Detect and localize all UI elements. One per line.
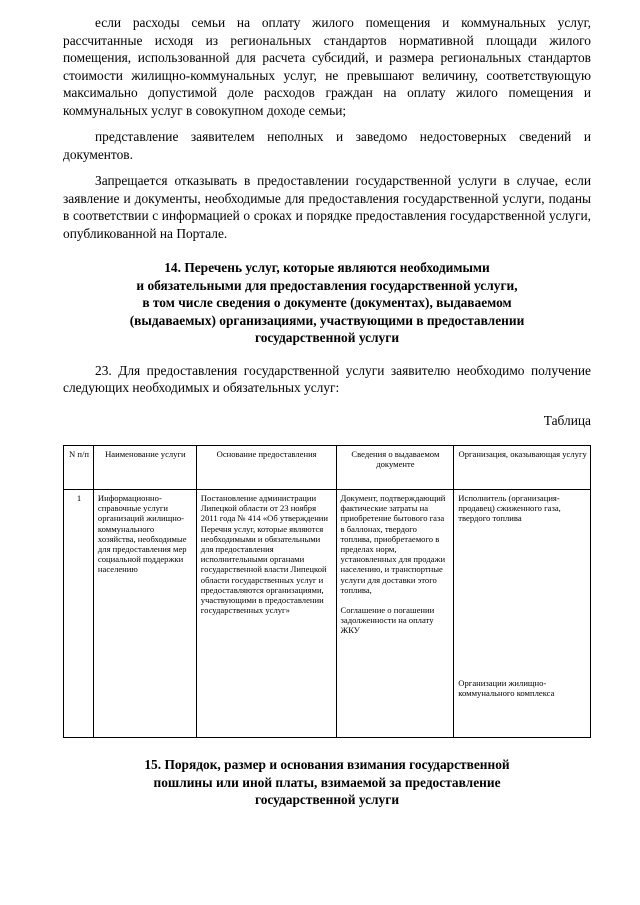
cell-document-info (336, 490, 454, 738)
document-page (63, 14, 591, 809)
section-15-line: 15. Порядок, размер и основания взимания государственной (144, 757, 510, 772)
organization-1: Исполнитель (организация-продавец) сжиженного газа, твердого топлива (458, 493, 561, 524)
table-header-row (64, 446, 591, 490)
header-num: N п/п (64, 446, 94, 490)
section-14-line: (выдаваемых) организациями, участвующими в предоставлении (129, 312, 525, 328)
header-document-info: Сведения о выдаваемом документе (336, 446, 454, 490)
header-basis: Основание предоставления (196, 446, 336, 490)
paragraph-incomplete-docs: представление заявителем неполных и заведомо недостоверных сведений и документов. (63, 129, 591, 162)
section-15-line: государственной услуги (254, 792, 400, 807)
cell-num: 1 (64, 490, 94, 738)
section-14-line: государственной услуги (254, 330, 400, 345)
section-15-heading (63, 756, 591, 809)
paragraph-refusal-prohibited: Запрещается отказывать в предоставлении государственной услуги в случае, если заявление и документы, необходимые для предоставления государственной услуги, поданы в соответствии с информацией о сроках и порядке предоставления государственной услуги, опубликованной на Портале. (63, 173, 591, 241)
section-14-heading (63, 259, 591, 347)
services-table (63, 445, 591, 738)
section-14-line: 14. Перечень услуг, которые являются необходимыми (164, 260, 490, 275)
header-service-name: Наименование услуги (93, 446, 196, 490)
table-caption: Таблица (543, 412, 591, 428)
paragraph-23: 23. Для предоставления государственной услуги заявителю необходимо получение следующих необходимых и обязательных услуг: (63, 362, 591, 395)
cell-service-name: Информационно-справочные услуги организаций жилищно-коммунального хозяйства, необходимые для предоставления мер социальной поддержки населению (93, 490, 196, 738)
organization-2: Организации жилищно-коммунального комплекса (458, 678, 555, 699)
section-15-line: пошлины или иной платы, взимаемой за предоставление (153, 774, 501, 790)
cell-basis: Постановление администрации Липецкой области от 23 ноября 2011 года № 414 «Об утверждении Перечня услуг, которые являются необходимыми и обязательными для предоставления исполнительными органами государственной власти Липецкой области государственных услуг и предоставляются организациями, участвующими в предоставлении государственных услуг» (196, 490, 336, 738)
cell-organization (454, 490, 591, 738)
paragraph-expenses: если расходы семьи на оплату жилого помещения и коммунальных услуг, рассчитанные исходя из региональных стандартов нормативной площади жилого помещения, использованной для расчета субсидий, и размера региональных стандартов стоимости жилищно-коммунальных услуг, не превышают величину, соответствующую максимально допустимой доле расходов граждан на оплату жилого помещения и коммунальных услуг в совокупном доходе семьи; (63, 15, 591, 118)
document-info-2: Соглашение о погашении задолженности на оплату ЖКУ (340, 605, 435, 636)
table-row (64, 490, 591, 738)
section-14-line: в том числе сведения о документе (документах), выдаваемом (142, 295, 512, 310)
header-organization: Организация, оказывающая услугу (454, 446, 591, 490)
document-info-1: Документ, подтверждающий фактические затраты на приобретение бытового газа в баллонах, твердого топлива, приобретаемого в пределах норм, установленных для продажи населению, и транспортные услуги для доставки этого топлива, (340, 493, 446, 595)
section-14-line: и обязательными для предоставления государственной услуги, (136, 277, 518, 293)
